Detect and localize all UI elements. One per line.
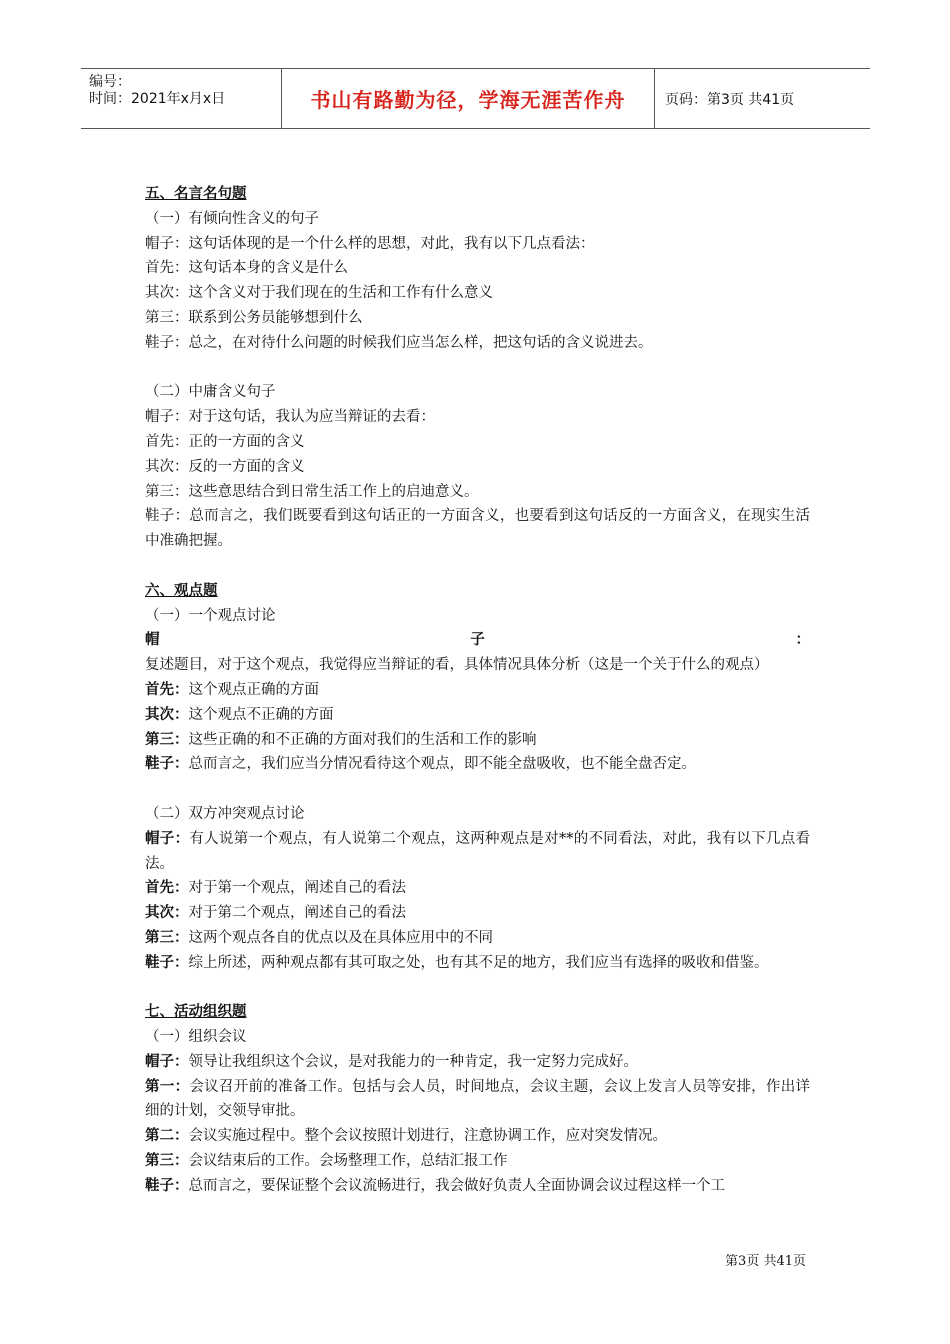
line-text: 这个观点不正确的方面 [188, 706, 334, 723]
paragraph-line: 第三：这些意思结合到日常生活工作上的启迪意义。 [145, 483, 479, 500]
paragraph-line [145, 752, 810, 777]
line-text: 总而言之，我们应当分情况看待这个观点，即不能全盘吸收，也不能全盘否定。 [188, 756, 696, 773]
paragraph-line [145, 1124, 810, 1149]
line-text: 会议召开前的准备工作。包括与会人员，时间地点，会议主题，会议上发言人员等安排，作出详细的计划，交领导审批。 [145, 1078, 811, 1120]
paragraph-line [145, 1050, 810, 1075]
line-text: 总而言之，要保证整个会议流畅进行，我会做好负责人全面协调会议过程这样一个工 [188, 1177, 725, 1194]
line-text: 会议实施过程中。整个会议按照计划进行，注意协调工作，应对突发情况。 [188, 1128, 667, 1145]
paragraph-line [145, 1149, 810, 1174]
paragraph-line [145, 951, 810, 976]
header-page-info: 页码：第3页 共41页 [665, 91, 795, 108]
line-label: 第二： [145, 1128, 189, 1145]
line-label: 帽子： [145, 632, 810, 649]
paragraph-line: 首先：正的一方面的含义 [145, 433, 305, 450]
line-label: 第三： [145, 929, 189, 946]
document-body [145, 182, 810, 1199]
line-text: 对于第一个观点，阐述自己的看法 [188, 880, 406, 897]
paragraph-line: 帽子：对于这句话，我认为应当辩证的去看： [145, 409, 435, 426]
paragraph-line [145, 926, 810, 951]
paragraph-line: 首先：这句话本身的含义是什么 [145, 260, 348, 277]
paragraph-line [145, 628, 810, 678]
section-title-5: 五、名言名句题 [145, 186, 247, 202]
document-number-label: 编号： [89, 74, 131, 90]
paragraph-line [145, 876, 810, 901]
section-title-7: 七、活动组织题 [145, 1004, 247, 1021]
line-text: 有人说第一个观点，有人说第二个观点，这两种观点是对**的不同看法，对此，我有以下几点看法。 [145, 830, 811, 872]
paragraph-line [145, 1174, 810, 1199]
line-text: 这些正确的和不正确的方面对我们的生活和工作的影响 [188, 731, 537, 748]
line-label: 第一： [145, 1078, 190, 1095]
section-title-6: 六、观点题 [145, 582, 218, 599]
paragraph-line [145, 901, 810, 926]
page-footer: 第3页 共41页 [725, 1254, 806, 1269]
line-text: 综上所述，两种观点都有其可取之处，也有其不足的地方，我们应当有选择的吸收和借鉴。 [188, 954, 769, 971]
line-label: 第三： [145, 1153, 189, 1170]
line-label: 鞋子： [145, 954, 189, 971]
document-time-label: 时间：2021年x月x日 [89, 91, 226, 107]
line-text: 复述题目，对于这个观点，我觉得应当辩证的看，具体情况具体分析（这是一个关于什么的观点） [145, 657, 769, 674]
line-text: 领导让我组织这个会议，是对我能力的一种肯定，我一定努力完成好。 [188, 1053, 638, 1070]
paragraph-line [145, 1075, 810, 1125]
line-label: 其次： [145, 905, 189, 922]
header-motto: 书山有路勤为径，学海无涯苦作舟 [282, 69, 655, 128]
line-label: 帽子： [145, 830, 190, 847]
subsection-title: （一）一个观点讨论 [145, 607, 276, 624]
subsection-title: （二）中庸含义句子 [145, 384, 276, 401]
page-header [81, 68, 870, 129]
line-text: 这个观点正确的方面 [188, 681, 319, 698]
spacer [145, 976, 810, 1001]
paragraph-line: 其次：反的一方面的含义 [145, 458, 305, 475]
paragraph-line: 第三：联系到公务员能够想到什么 [145, 309, 363, 326]
paragraph-line [145, 827, 810, 877]
line-text: 对于第二个观点，阐述自己的看法 [188, 905, 406, 922]
paragraph-line: 鞋子：总而言之，我们既要看到这句话正的一方面含义，也要看到这句话反的一方面含义，在现实生活中准确把握。 [145, 508, 810, 550]
line-label: 首先： [145, 681, 189, 698]
subsection-title: （一）组织会议 [145, 1029, 247, 1046]
spacer [145, 554, 810, 579]
line-label: 帽子： [145, 1053, 189, 1070]
paragraph-line [145, 703, 810, 728]
line-text: 这两个观点各自的优点以及在具体应用中的不同 [188, 929, 493, 946]
line-label: 鞋子： [145, 1177, 189, 1194]
spacer [145, 777, 810, 802]
paragraph-line [145, 678, 810, 703]
paragraph-line: 帽子：这句话体现的是一个什么样的思想，对此，我有以下几点看法： [145, 235, 595, 252]
paragraph-line: 其次：这个含义对于我们现在的生活和工作有什么意义 [145, 285, 493, 302]
paragraph-line [145, 728, 810, 753]
subsection-title: （一）有倾向性含义的句子 [145, 210, 319, 227]
header-meta [81, 69, 282, 128]
line-label: 其次： [145, 706, 189, 723]
spacer [145, 356, 810, 381]
line-text: 会议结束后的工作。会场整理工作，总结汇报工作 [188, 1153, 508, 1170]
line-label: 鞋子： [145, 756, 189, 773]
line-label: 第三： [145, 731, 189, 748]
line-label: 首先： [145, 880, 189, 897]
subsection-title: （二）双方冲突观点讨论 [145, 805, 305, 822]
paragraph-line: 鞋子：总之，在对待什么问题的时候我们应当怎么样，把这句话的含义说进去。 [145, 334, 653, 351]
